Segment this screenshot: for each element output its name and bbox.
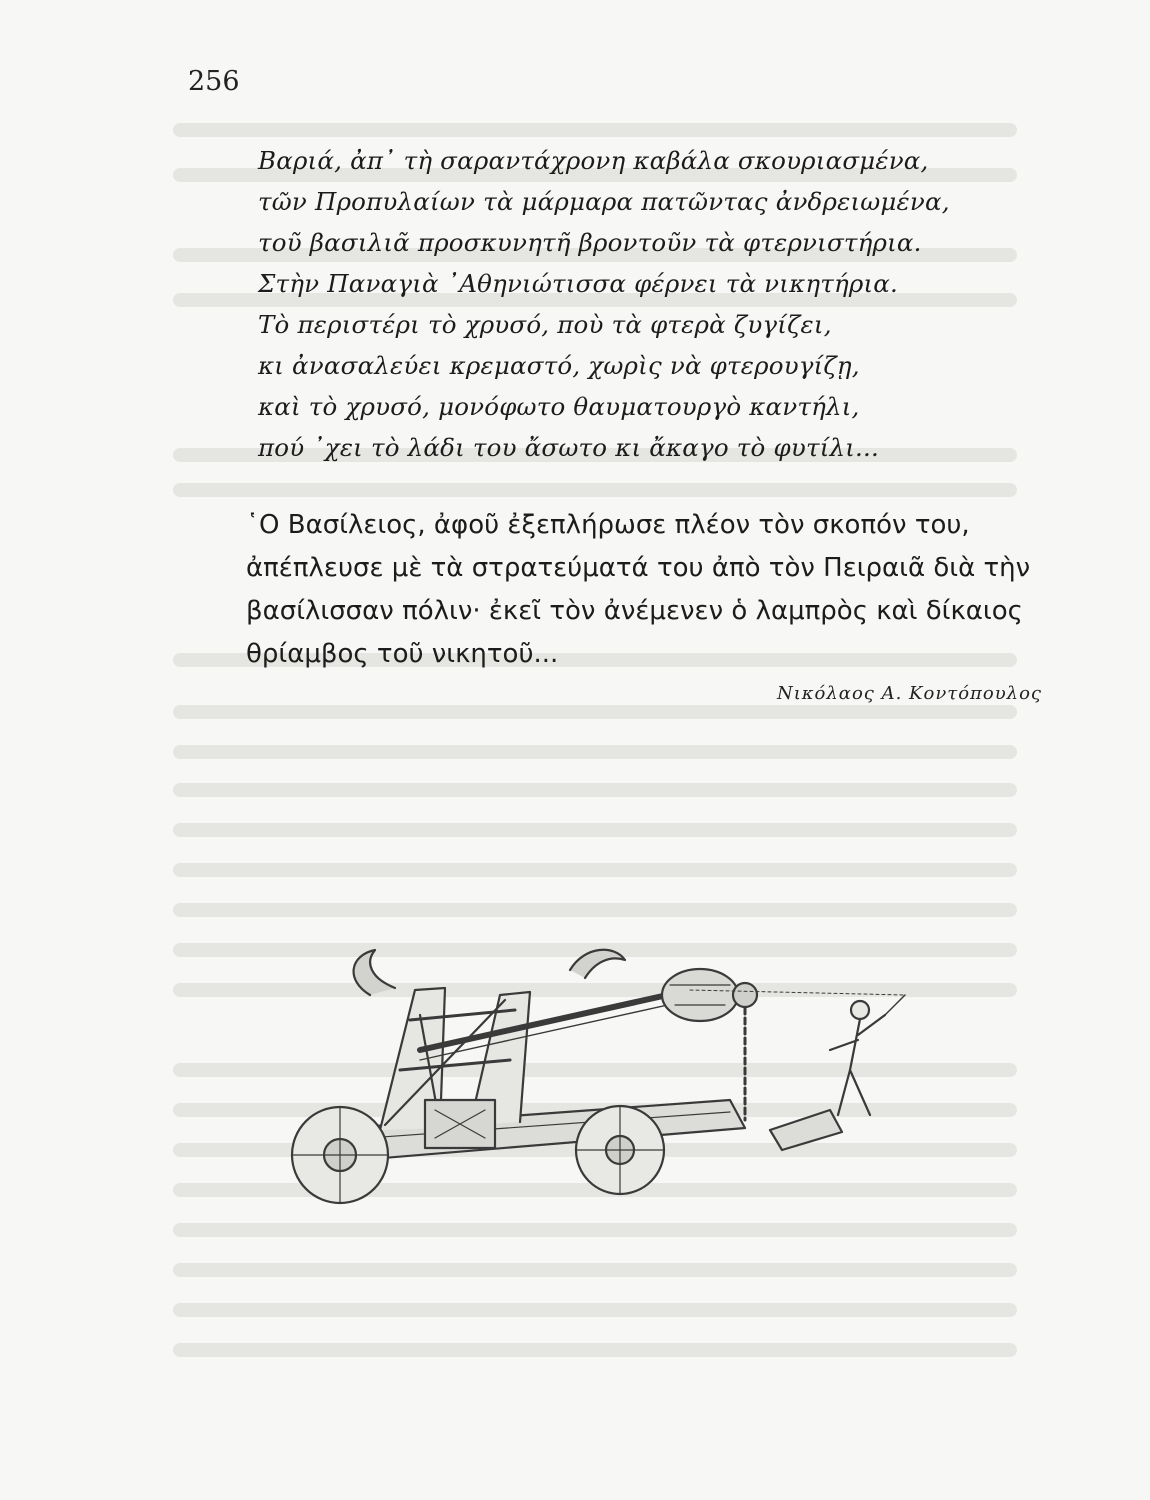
prose-line: ἀπέπλευσε μὲ τὰ στρατεύματά του ἀπὸ τὸν Πειραιᾶ διὰ τὴν [246, 553, 1031, 583]
poem-line: Στὴν Παναγιὰ ᾽Αθηνιώτισσα φέρνει τὰ νικητήρια. [258, 269, 899, 298]
poem-line: τῶν Προπυλαίων τὰ μάρμαρα πατῶντας ἀνδρειωμένα, [258, 187, 950, 216]
prose-line: θρίαμβος τοῦ νικητοῦ... [246, 639, 559, 669]
prose-line: βασίλισσαν πόλιν· ἐκεῖ τὸν ἀνέμενεν ὁ λαμπρὸς καὶ δίκαιος [246, 596, 1023, 626]
prose-paragraph [246, 504, 1046, 676]
page-number: 256 [188, 66, 240, 97]
catapult-illustration [170, 900, 930, 1240]
poem-line: Τὸ περιστέρι τὸ χρυσό, ποὺ τὰ φτερὰ ζυγίζει, [258, 310, 832, 339]
poem-stanza [258, 140, 1018, 468]
author-signature: Νικόλαος Α. Κοντόπουλος [776, 683, 1042, 704]
poem-line: κι ἀνασαλεύει κρεμαστό, χωρὶς νὰ φτερουγίζῃ, [258, 351, 860, 380]
poem-line: καὶ τὸ χρυσό, μονόφωτο θαυματουργὸ καντήλι, [258, 392, 860, 421]
poem-line: πού ᾽χει τὸ λάδι του ἄσωτο κι ἄκαγο τὸ φυτίλι... [258, 433, 879, 462]
prose-line: ῾Ο Βασίλειος, ἀφοῦ ἐξεπλήρωσε πλέον τὸν σκοπόν του, [246, 510, 970, 540]
poem-line: τοῦ βασιλιᾶ προσκυνητῆ βροντοῦν τὰ φτερνιστήρια. [258, 228, 922, 257]
poem-line: Βαριά, ἀπ᾽ τὴ σαραντάχρονη καβάλα σκουριασμένα, [258, 146, 929, 175]
